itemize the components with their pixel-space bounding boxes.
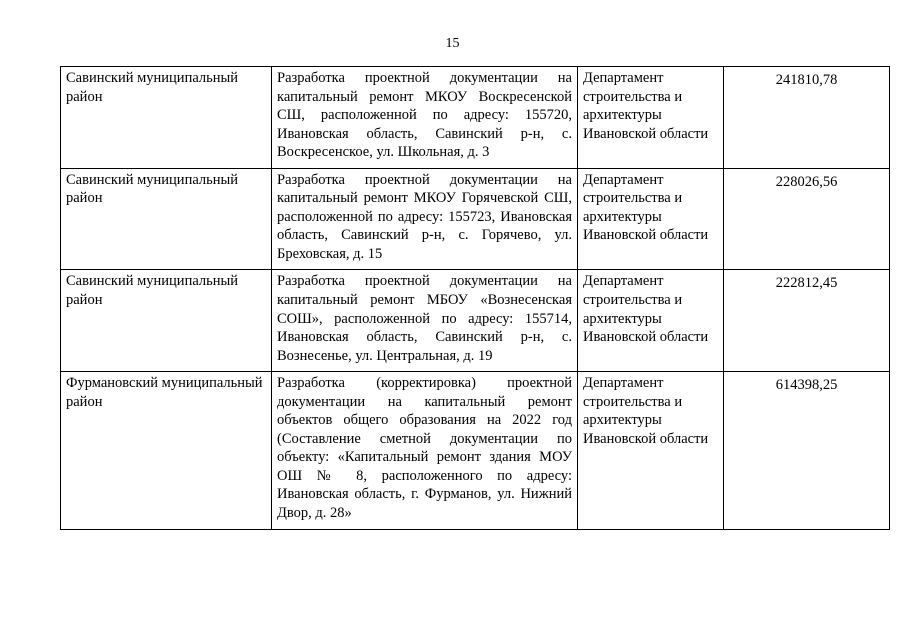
table-row bbox=[61, 168, 890, 270]
cell-description: Разработка проектной документации на капитальный ремонт МКОУ Воскресенской СШ, расположенной по адресу: 155720, Ивановская область, Савинский р-н, с. Воскресенское, ул. Школьная, д. 3 bbox=[272, 67, 578, 169]
cell-department: Департамент строительства и архитектуры Ивановской области bbox=[578, 270, 724, 372]
page-number: 15 bbox=[445, 36, 460, 51]
table-row bbox=[61, 372, 890, 529]
funding-table bbox=[60, 66, 890, 530]
cell-municipality: Савинский муниципальный район bbox=[61, 67, 272, 169]
amount-value: 228026,56 bbox=[775, 173, 838, 190]
cell-department: Департамент строительства и архитектуры Ивановской области bbox=[578, 67, 724, 169]
table-row bbox=[61, 67, 890, 169]
amount-value: 222812,45 bbox=[775, 275, 838, 292]
cell-municipality: Савинский муниципальный район bbox=[61, 270, 272, 372]
cell-amount bbox=[724, 67, 890, 169]
cell-description: Разработка проектной документации на капитальный ремонт МБОУ «Вознесенская СОШ», расположенной по адресу: 155714, Ивановская область, Савинский р-н, с. Вознесенье, ул. Центральная, д. 19 bbox=[272, 270, 578, 372]
amount-value: 241810,78 bbox=[775, 72, 838, 88]
cell-department: Департамент строительства и архитектуры Ивановской области bbox=[578, 168, 724, 270]
cell-amount bbox=[724, 270, 890, 372]
cell-amount bbox=[724, 372, 890, 529]
cell-description: Разработка (корректировка) проектной документации на капитальный ремонт объектов общего образования на 2022 год (Составление сметной документации по объекту: «Капитальный ремонт здания МОУ ОШ № 8, расположенного по адресу: Ивановская область, г. Фурманов, ул. Нижний Двор, д. 28» bbox=[272, 372, 578, 529]
amount-value: 614398,25 bbox=[775, 377, 838, 394]
cell-municipality: Савинский муниципальный район bbox=[61, 168, 272, 270]
cell-amount bbox=[724, 168, 890, 270]
cell-municipality: Фурмановский муниципальный район bbox=[61, 372, 272, 529]
table-row bbox=[61, 270, 890, 372]
cell-description: Разработка проектной документации на капитальный ремонт МКОУ Горячевской СШ, расположенной по адресу: 155723, Ивановская область, Савинский р-н, с. Горячево, ул. Бреховская, д. 15 bbox=[272, 168, 578, 270]
cell-department: Департамент строительства и архитектуры Ивановской области bbox=[578, 372, 724, 529]
